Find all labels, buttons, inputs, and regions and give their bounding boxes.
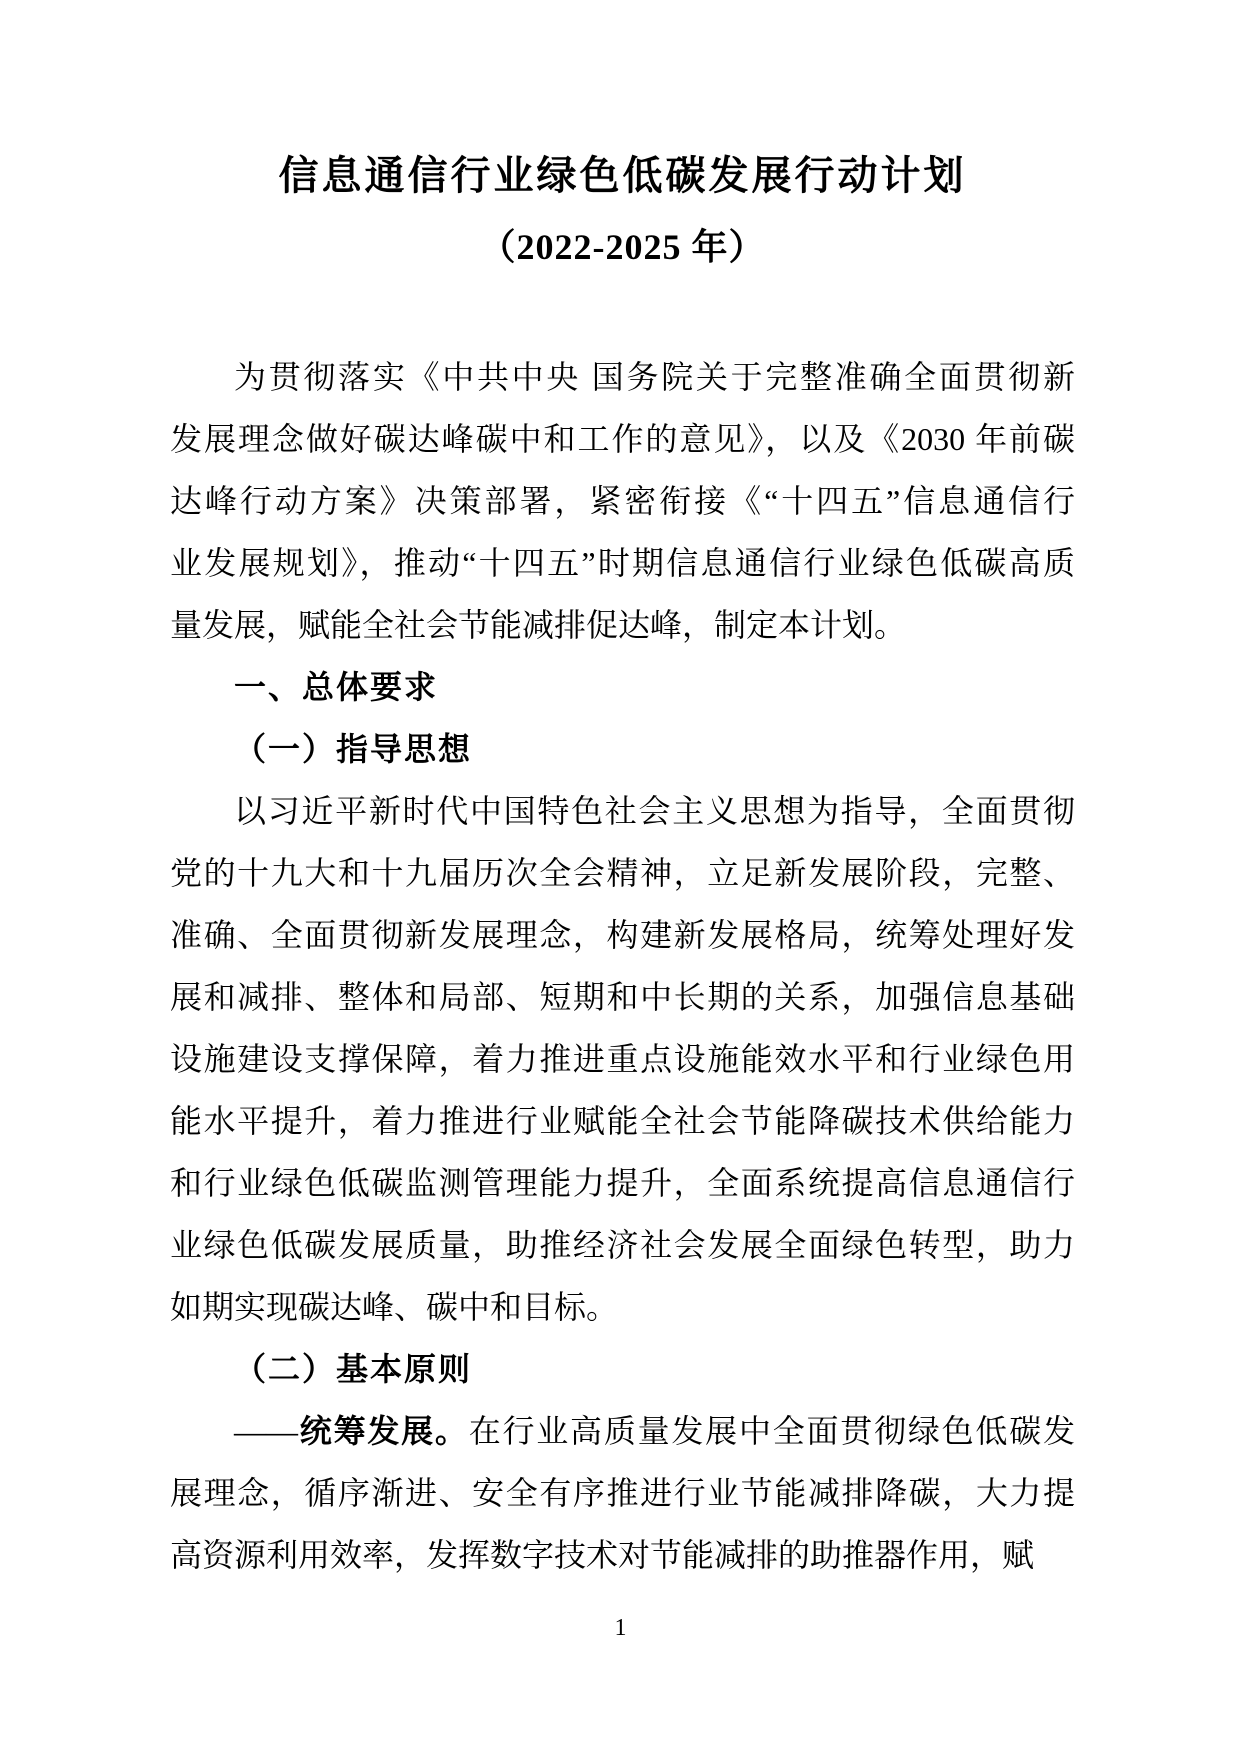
- text-line: 业绿色低碳发展质量，助推经济社会发展全面绿色转型，助力: [170, 1227, 1075, 1263]
- text-line: 能水平提升，着力推进行业赋能全社会节能降碳技术供给能力: [170, 1103, 1075, 1139]
- text-line: 准确、全面贯彻新发展理念，构建新发展格局，统筹处理好发: [170, 917, 1075, 953]
- principle-term: 统筹发展。: [298, 1413, 469, 1449]
- page-number: 1: [614, 1615, 627, 1641]
- text-line: [170, 1400, 1075, 1462]
- document-title: 信息通信行业绿色低碳发展行动计划: [278, 153, 967, 198]
- text-line: 展和减排、整体和局部、短期和中长期的关系，加强信息基础: [170, 979, 1075, 1015]
- principle-text: ——: [234, 1413, 298, 1449]
- text-line: 达峰行动方案》决策部署，紧密衔接《“十四五”信息通信行: [170, 483, 1075, 519]
- subsection-heading-guiding-ideology: （一）指导思想: [234, 731, 473, 767]
- text-line: 高资源利用效率，发挥数字技术对节能减排的助推器作用，赋: [170, 1537, 1035, 1573]
- text-line: 设施建设支撑保障，着力推进重点设施能效水平和行业绿色用: [170, 1041, 1075, 1077]
- text-line: 展理念，循序渐进、安全有序推进行业节能减排降碳，大力提: [170, 1475, 1075, 1511]
- principle-coordinated-development-paragraph: [170, 1400, 1075, 1586]
- text-line: 如期实现碳达峰、碳中和目标。: [170, 1289, 619, 1325]
- text-line: 以习近平新时代中国特色社会主义思想为指导，全面贯彻: [234, 793, 1075, 829]
- text-line: 和行业绿色低碳监测管理能力提升，全面系统提高信息通信行: [170, 1165, 1075, 1201]
- text-line: 量发展，赋能全社会节能减排促达峰，制定本计划。: [170, 607, 907, 643]
- text-line: 发展理念做好碳达峰碳中和工作的意见》，以及《2030 年前碳: [170, 421, 1075, 457]
- principle-text: 在行业高质量发展中全面贯彻绿色低碳发: [468, 1413, 1075, 1449]
- document-subtitle: （2022-2025 年）: [479, 227, 766, 267]
- intro-paragraph: [170, 346, 1075, 656]
- guiding-ideology-paragraph: [170, 780, 1075, 1338]
- section-heading-overall-requirements: 一、总体要求: [234, 669, 439, 705]
- text-line: 为贯彻落实《中共中央 国务院关于完整准确全面贯彻新: [234, 359, 1075, 395]
- text-line: 业发展规划》，推动“十四五”时期信息通信行业绿色低碳高质: [170, 545, 1075, 581]
- text-line: 党的十九大和十九届历次全会精神，立足新发展阶段，完整、: [170, 855, 1075, 891]
- subsection-heading-basic-principles: （二）基本原则: [234, 1351, 473, 1387]
